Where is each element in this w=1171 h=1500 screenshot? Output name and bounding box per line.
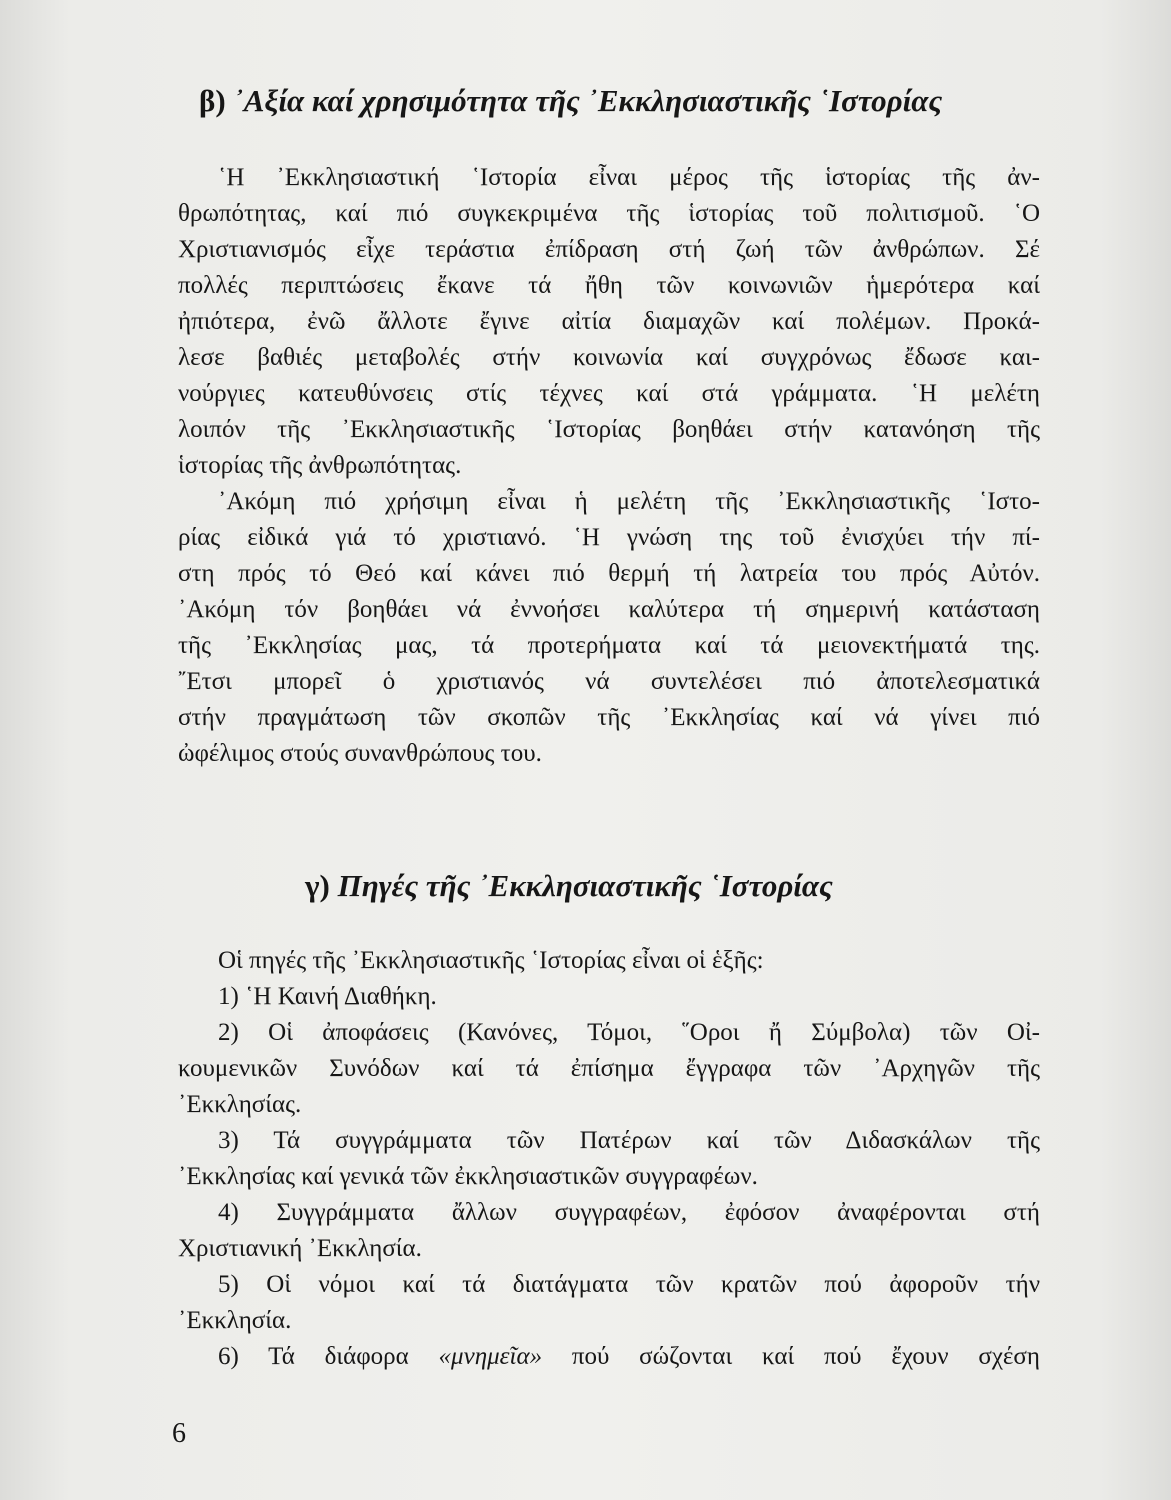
source-item-2-line: ᾽Εκκλησίας. [178,1091,302,1118]
para1-line: πολλές περιπτώσεις ἔκανε τά ἤθη τῶν κοινωνιῶν ἡμερότερα καί [178,272,1040,299]
para2-line: στη πρός τό Θεό καί κάνει πιό θερμή τή λατρεία του πρός Αὐτόν. [178,560,1040,587]
para1-line: ἱστορίας τῆς ἀνθρωπότητας. [178,452,462,479]
source-item-5-line: ᾽Εκκλησία. [178,1307,292,1334]
source-item-1: 1) ῾Η Καινή Διαθήκη. [218,983,437,1010]
para2-line: στήν πραγμάτωση τῶν σκοπῶν τῆς ᾽Εκκλησίας καί νά γίνει πιό [178,704,1040,731]
source-item-2-line: 2) Οἱ ἀποφάσεις (Κανόνες, Τόμοι, ῞Οροι ἤ Σύμβολα) τῶν Οἰ- [218,1019,1040,1046]
section-c-title: Πηγές τῆς ᾽Εκκλησιαστικῆς ῾Ιστορίας [337,868,833,903]
para1-line: νούργιες κατευθύνσεις στίς τέχνες καί στά γράμματα. ῾Η μελέτη [178,380,1040,407]
para2-line: ᾽Ακόμη πιό χρήσιμη εἶναι ἡ μελέτη τῆς ᾽Εκκλησιαστικῆς ῾Ιστο- [218,488,1040,515]
section-b-title: ᾽Αξία καί χρησιμότητα τῆς ᾽Εκκλησιαστικῆς ῾Ιστορίας [233,83,943,118]
source-item-6-line [218,1339,1040,1375]
source-item-5-line: 5) Οἱ νόμοι καί τά διατάγματα τῶν κρατῶν πού ἀφοροῦν τήν [218,1271,1040,1298]
para2-line: ῎Ετσι μπορεῖ ὁ χριστιανός νά συντελέσει πιό ἀποτελεσματικά [178,668,1040,695]
source-item-3-line: 3) Τά συγγράμματα τῶν Πατέρων καί τῶν Διδασκάλων τῆς [218,1127,1040,1154]
source-item-2-line: κουμενικῶν Συνόδων καί τά ἐπίσημα ἔγγραφα τῶν ᾽Αρχηγῶν τῆς [178,1055,1040,1082]
source-item-4-line: Χριστιανική ᾽Εκκλησία. [178,1235,422,1262]
para2-line: ρίας εἰδικά γιά τό χριστιανό. ῾Η γνώση της τοῦ ἐνισχύει τήν πί- [178,524,1040,551]
source-item-6-monuments: «μνημεῖα» [438,1343,543,1370]
para1-line: λοιπόν τῆς ᾽Εκκλησιαστικῆς ῾Ιστορίας βοηθάει στήν κατανόηση τῆς [178,416,1040,443]
source-item-6-pre: 6) Τά διάφορα [218,1343,439,1370]
section-b-heading [199,83,942,119]
source-item-4-line: 4) Συγγράμματα ἄλλων συγγραφέων, ἐφόσον ἀναφέρονται στή [218,1199,1040,1226]
para1-line: Χριστιανισμός εἶχε τεράστια ἐπίδραση στή ζωή τῶν ἀνθρώπων. Σέ [178,236,1040,263]
sources-intro: Οἱ πηγές τῆς ᾽Εκκλησιαστικῆς ῾Ιστορίας εἶναι οἱ ἑξῆς: [218,947,764,974]
source-item-3-line: ᾽Εκκλησίας καί γενικά τῶν ἐκκλησιαστικῶν συγγραφέων. [178,1163,758,1190]
section-c-number: γ) [305,868,330,903]
para1-line: θρωπότητας, καί πιό συγκεκριμένα τῆς ἱστορίας τοῦ πολιτισμοῦ. ῾Ο [178,200,1040,227]
para1-line: ῾Η ᾽Εκκλησιαστική ῾Ιστορία εἶναι μέρος τῆς ἱστορίας τῆς ἀν- [218,164,1040,191]
para2-line: ὠφέλιμος στούς συνανθρώπους του. [178,740,542,767]
section-c-heading [305,868,833,904]
page-number: 6 [172,1418,186,1449]
source-item-6-post: πού σώζονται καί πού ἔχουν σχέση [542,1343,1040,1370]
para1-line: ἠπιότερα, ἐνῶ ἄλλοτε ἔγινε αἰτία διαμαχῶν καί πολέμων. Προκά- [178,308,1040,335]
section-b-number: β) [199,83,226,118]
para2-line: ᾽Ακόμη τόν βοηθάει νά ἐννοήσει καλύτερα τή σημερινή κατάσταση [178,596,1040,623]
para2-line: τῆς ᾽Εκκλησίας μας, τά προτερήματα καί τά μειονεκτήματά της. [178,632,1040,659]
para1-line: λεσε βαθιές μεταβολές στήν κοινωνία καί συγχρόνως ἔδωσε και- [178,344,1040,371]
